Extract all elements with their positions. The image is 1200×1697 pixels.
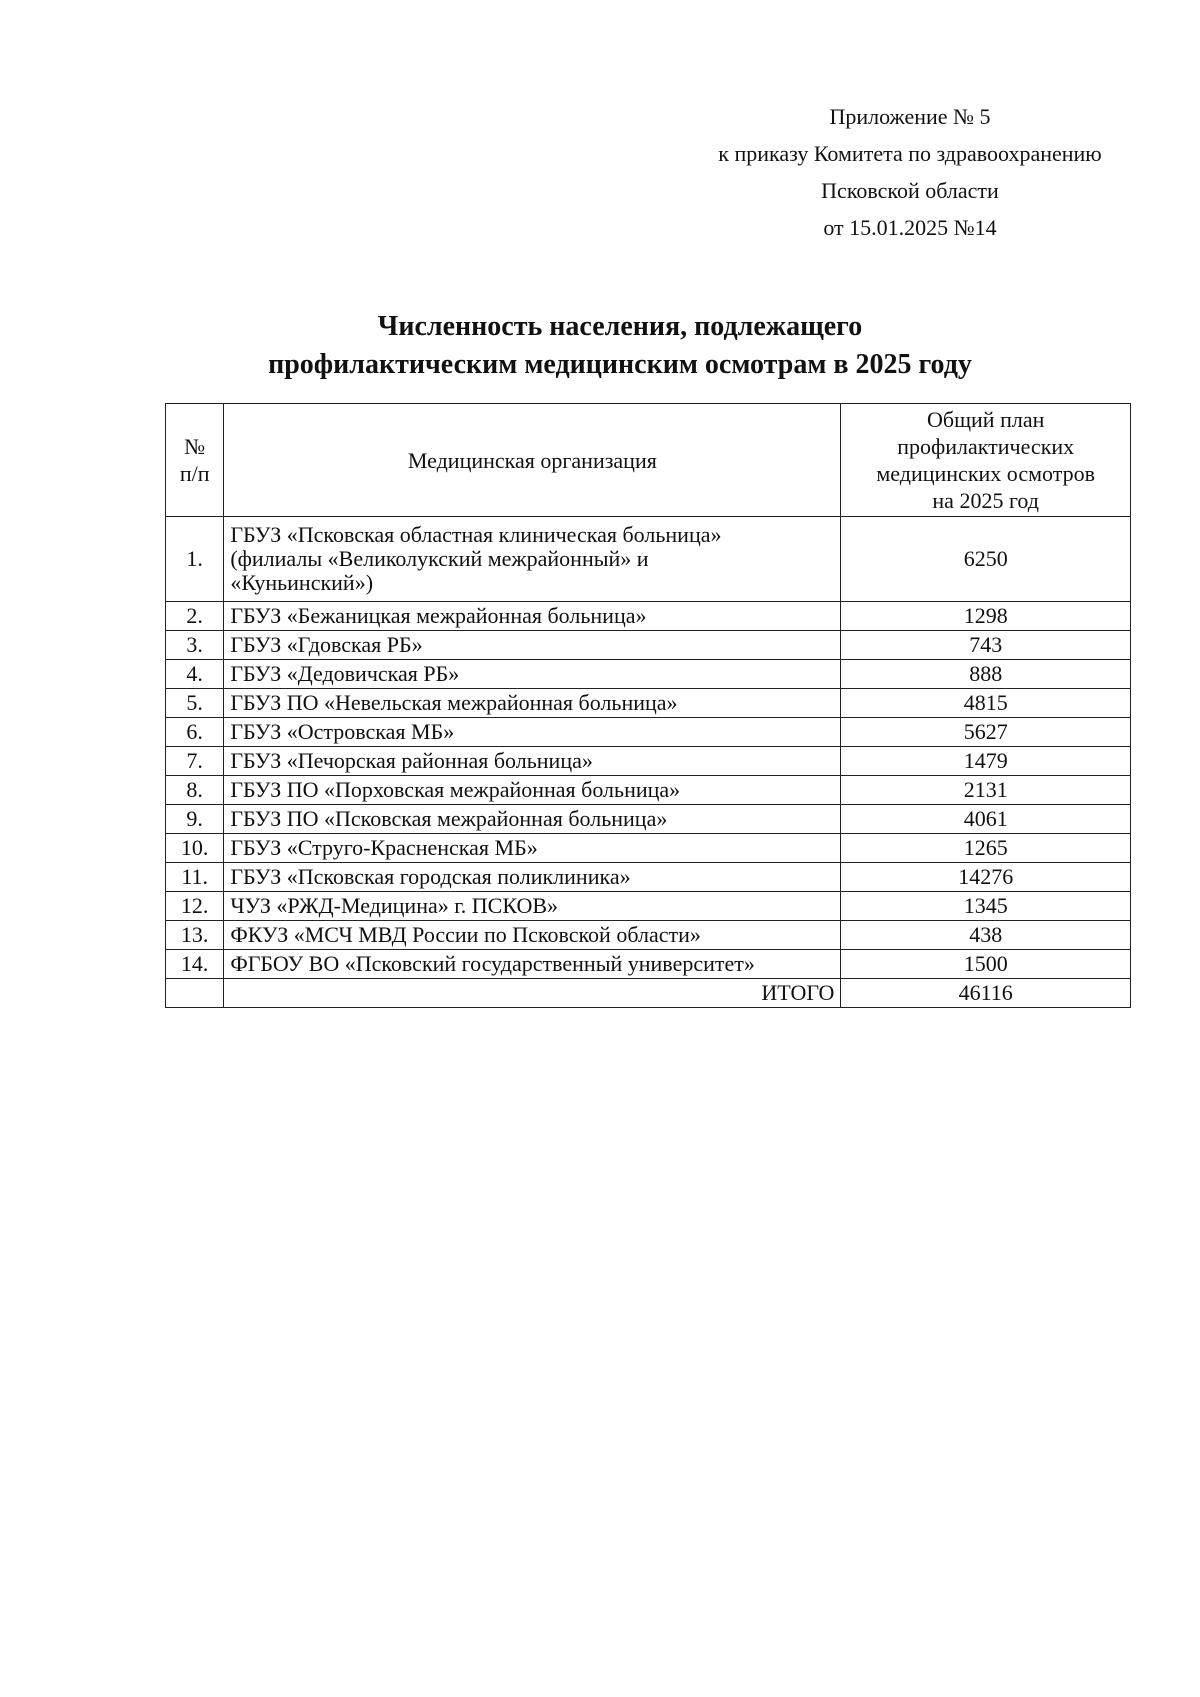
column-header-number-line-2: п/п: [179, 461, 210, 486]
row-organization-line-3: «Куньинский»): [230, 570, 374, 595]
table-row: [166, 747, 1131, 776]
row-number: 2.: [166, 602, 224, 631]
region-name: Псковской области: [821, 178, 999, 203]
row-organization: ГБУЗ ПО «Невельская межрайонная больница»: [224, 689, 841, 718]
table-row: [166, 660, 1131, 689]
row-organization: ГБУЗ «Островская МБ»: [224, 718, 841, 747]
table-row: [166, 805, 1131, 834]
row-plan-value: 1500: [841, 950, 1131, 979]
document-title: [220, 308, 1020, 384]
row-number: 1.: [166, 517, 224, 602]
row-number: 7.: [166, 747, 224, 776]
table-row: [166, 689, 1131, 718]
table-row: [166, 950, 1131, 979]
row-organization: ГБУЗ «Бежаницкая межрайонная больница»: [224, 602, 841, 631]
row-organization: ГБУЗ ПО «Псковская межрайонная больница»: [224, 805, 841, 834]
column-header-plan-line-3: медицинских осмотров: [876, 461, 1095, 486]
row-number: 12.: [166, 892, 224, 921]
table-row: [166, 921, 1131, 950]
column-header-organization: Медицинская организация: [224, 404, 841, 517]
table-row: [166, 776, 1131, 805]
table-row: [166, 834, 1131, 863]
row-organization: ГБУЗ «Струго-Красненская МБ»: [224, 834, 841, 863]
column-header-plan-line-4: на 2025 год: [932, 488, 1039, 513]
row-number: 14.: [166, 950, 224, 979]
row-plan-value: 5627: [841, 718, 1131, 747]
row-number: 8.: [166, 776, 224, 805]
row-organization: ЧУЗ «РЖД-Медицина» г. ПСКОВ»: [224, 892, 841, 921]
row-organization-line-1: ГБУЗ «Псковская областная клиническая больница»: [230, 522, 722, 547]
total-row-empty-cell: [166, 979, 224, 1008]
order-reference: к приказу Комитета по здравоохранению: [718, 141, 1102, 166]
row-plan-value: 6250: [841, 517, 1131, 602]
row-organization: ГБУЗ «Гдовская РБ»: [224, 631, 841, 660]
table-row: [166, 863, 1131, 892]
row-number: 3.: [166, 631, 224, 660]
title-line-2: профилактическим медицинским осмотрам в 2025 году: [268, 349, 972, 380]
table-header-row: [166, 404, 1131, 517]
row-plan-value: 438: [841, 921, 1131, 950]
order-date-number: от 15.01.2025 №14: [823, 215, 997, 240]
table-row: [166, 631, 1131, 660]
row-plan-value: 14276: [841, 863, 1131, 892]
table-row: [166, 718, 1131, 747]
row-number: 11.: [166, 863, 224, 892]
total-value: 46116: [841, 979, 1131, 1008]
table-row: [166, 602, 1131, 631]
row-number: 5.: [166, 689, 224, 718]
total-row: [166, 979, 1131, 1008]
row-organization: ГБУЗ «Дедовичская РБ»: [224, 660, 841, 689]
appendix-number: Приложение № 5: [829, 104, 991, 129]
row-organization: ГБУЗ «Печорская районная больница»: [224, 747, 841, 776]
row-plan-value: 1479: [841, 747, 1131, 776]
row-plan-value: 4815: [841, 689, 1131, 718]
row-plan-value: 1345: [841, 892, 1131, 921]
row-plan-value: 2131: [841, 776, 1131, 805]
column-header-plan-line-2: профилактических: [897, 434, 1075, 459]
row-number: 10.: [166, 834, 224, 863]
row-organization-line-2: (филиалы «Великолукский межрайонный» и: [230, 546, 649, 571]
row-plan-value: 743: [841, 631, 1131, 660]
row-organization: ГБУЗ ПО «Порховская межрайонная больница»: [224, 776, 841, 805]
row-number: 6.: [166, 718, 224, 747]
title-line-1: Численность населения, подлежащего: [377, 311, 863, 342]
row-plan-value: 1265: [841, 834, 1131, 863]
column-header-plan: [841, 404, 1131, 517]
row-organization: ФГБОУ ВО «Псковский государственный университет»: [224, 950, 841, 979]
row-plan-value: 888: [841, 660, 1131, 689]
total-label: ИТОГО: [224, 979, 841, 1008]
row-number: 9.: [166, 805, 224, 834]
column-header-number: [166, 404, 224, 517]
row-number: 13.: [166, 921, 224, 950]
row-plan-value: 4061: [841, 805, 1131, 834]
row-organization: ФКУЗ «МСЧ МВД России по Псковской области»: [224, 921, 841, 950]
row-organization: ГБУЗ «Псковская городская поликлиника»: [224, 863, 841, 892]
row-number: 4.: [166, 660, 224, 689]
column-header-plan-line-1: Общий план: [927, 407, 1045, 432]
approval-header: [690, 98, 1130, 246]
row-plan-value: 1298: [841, 602, 1131, 631]
table-row: [166, 517, 1131, 602]
table-row: [166, 892, 1131, 921]
examinations-table: [165, 403, 1131, 1008]
column-header-number-line-1: №: [184, 434, 206, 459]
row-organization: [224, 517, 841, 602]
